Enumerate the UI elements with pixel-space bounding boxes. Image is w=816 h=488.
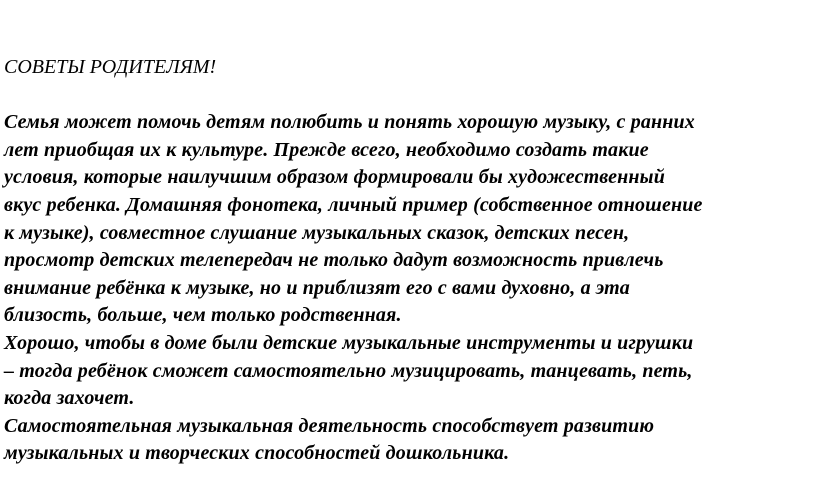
document-title: СОВЕТЫ РОДИТЕЛЯМ! — [4, 56, 217, 78]
paragraph-instruments — [4, 330, 812, 413]
text-line: близость, больше, чем только родственная. — [4, 304, 402, 327]
text-line: – тогда ребёнок сможет самостоятельно музицировать, танцевать, петь, — [4, 359, 693, 382]
text-line: условия, которые наилучшим образом формировали бы художественный — [4, 166, 665, 189]
document-body — [4, 54, 812, 468]
text-line: Хорошо, чтобы в доме были детские музыкальные инструменты и игрушки — [4, 331, 694, 354]
text-line: когда захочет. — [4, 387, 135, 410]
text-line: Семья может помочь детям полюбить и понять хорошую музыку, с ранних — [4, 111, 695, 134]
text-line: вкус ребенка. Домашняя фонотека, личный пример (собственное отношение — [4, 193, 703, 216]
text-line: внимание ребёнка к музыке, но и приблизят его с вами духовно, а эта — [4, 276, 630, 299]
text-line: просмотр детских телепередач не только дадут возможность привлечь — [4, 249, 664, 272]
text-line: к музыке), совместное слушание музыкальных сказок, детских песен, — [4, 221, 630, 244]
paragraph-independent-activity — [4, 413, 812, 468]
text-line: лет приобщая их к культуре. Прежде всего, необходимо создать такие — [4, 138, 649, 161]
text-line: Самостоятельная музыкальная деятельность способствует развитию — [4, 414, 655, 437]
text-line: музыкальных и творческих способностей дошкольника. — [4, 442, 510, 465]
paragraph-family-role — [4, 109, 812, 330]
blank-line — [4, 82, 812, 110]
